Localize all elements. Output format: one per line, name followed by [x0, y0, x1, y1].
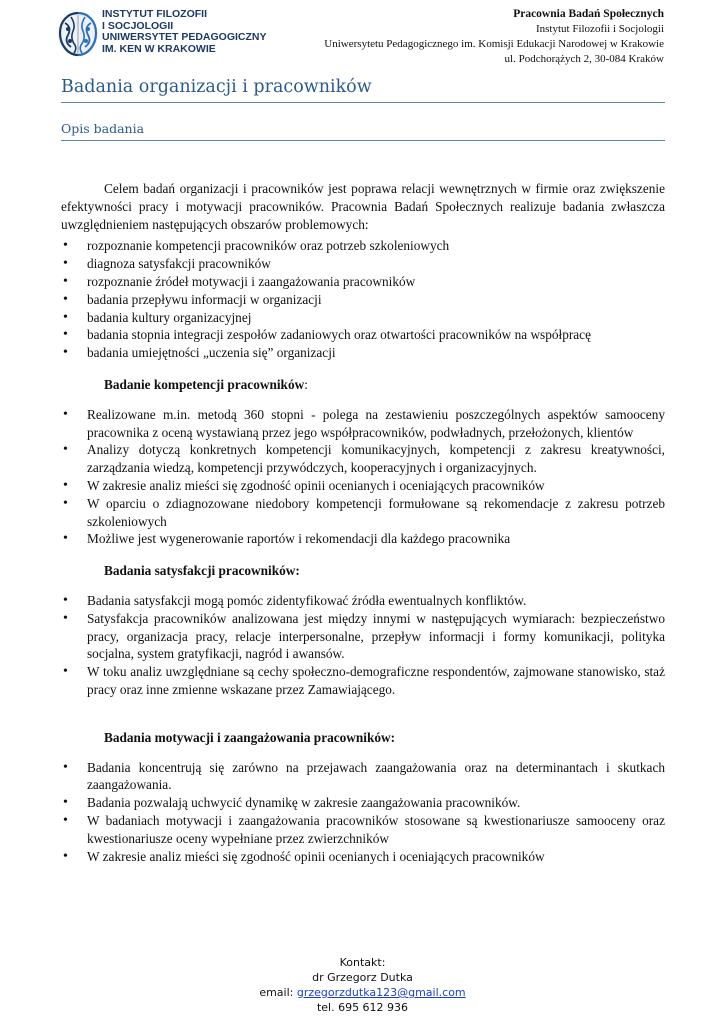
motivation-list	[61, 759, 665, 866]
section-heading-motivation: Badania motywacji i zaangażowania pracowników:	[104, 729, 396, 745]
page-header	[0, 0, 725, 74]
brain-logo-icon	[56, 9, 100, 59]
list-item: • W zakresie analiz mieści się zgodność opinii ocenianych i oceniających pracowników	[61, 848, 665, 866]
intro-paragraph: Celem badań organizacji i pracowników jest poprawa relacji wewnętrznych w firmie oraz zwiększenie efektywności pracy i motywacji pracowników. Pracownia Badań Społecznych realizuje badania zwłaszcza uwzględnieniem następujących obszarów problemowych:	[61, 181, 665, 232]
list-item: • badania umiejętności „uczenia się” organizacji	[61, 344, 665, 362]
contact-phone: tel. 695 612 936	[316, 1001, 409, 1014]
address: ul. Podchorążych 2, 30-084 Kraków	[504, 53, 664, 65]
logo-line-2: I SOCJOLOGII	[102, 19, 174, 32]
section-title: Opis badania	[61, 121, 665, 141]
page-title: Badania organizacji i pracowników	[61, 77, 665, 103]
list-item: • badania kultury organizacyjnej	[61, 309, 665, 327]
competence-list	[61, 406, 665, 548]
section-heading-competence	[104, 376, 665, 394]
page-footer	[0, 955, 725, 1015]
section-heading-suffix: :	[304, 376, 308, 392]
institute-logo	[56, 9, 276, 59]
logo-line-3: UNIWERSYTET PEDAGOGICZNY	[102, 31, 267, 43]
list-item: • rozpoznanie źródeł motywacji i zaangażowania pracowników	[61, 273, 665, 291]
list-item: • diagnoza satysfakcji pracowników	[61, 255, 665, 273]
satisfaction-list	[61, 592, 665, 699]
list-item: • Satysfakcja pracowników analizowana jest między innymi w następujących wymiarach: bezpieczeństwo pracy, organizacja pracy, relacje interpersonalne, przepływ informacji i formy komunikacji, polityka socjalna, system gratyfikacji, nagród i awansów.	[61, 610, 665, 663]
contact-label: Kontakt:	[339, 956, 386, 969]
list-item: • Badania satysfakcji mogą pomóc zidentyfikować źródła ewentualnych konfliktów.	[61, 592, 665, 610]
list-item: • Możliwe jest wygenerowanie raportów i rekomendacji dla każdego pracownika	[61, 530, 665, 548]
list-item: • W zakresie analiz mieści się zgodność opinii ocenianych i oceniających pracowników	[61, 477, 665, 495]
email-link[interactable]: grzegorzdutka123@gmail.com	[296, 986, 466, 999]
list-item: • Badania pozwalają uchwycić dynamikę w zakresie zaangażowania pracowników.	[61, 794, 665, 812]
list-item: • Badania koncentrują się zarówno na przejawach zaangażowania oraz na determinantach i skutkach zaangażowania.	[61, 759, 665, 795]
list-item: • W badaniach motywacji i zaangażowania pracowników stosowane są kwestionariusze samooceny oraz kwestionariusze oceny wypełniane przez zwierzchników	[61, 812, 665, 848]
section-heading-satisfaction: Badania satysfakcji pracowników:	[104, 563, 300, 579]
areas-list	[61, 237, 665, 362]
list-item: • badania przepływu informacji w organizacji	[61, 291, 665, 309]
header-address-block	[324, 7, 664, 67]
list-item: • W toku analiz uwzględniane są cechy społeczno-demograficzne respondentów, zajmowane stanowisko, staż pracy oraz inne zmienne wskazane przez Zamawiającego.	[61, 663, 665, 699]
section-heading-text: Badanie kompetencji pracowników	[104, 376, 305, 392]
institute-name: Instytut Filozofii i Socjologii	[535, 23, 664, 35]
university-name: Uniwersytetu Pedagogicznego im. Komisji Edukacji Narodowej w Krakowie	[324, 38, 664, 50]
org-name: Pracownia Badań Społecznych	[513, 8, 664, 20]
logo-line-4: IM. KEN W KRAKOWIE	[102, 42, 216, 55]
list-item: • rozpoznanie kompetencji pracowników oraz potrzeb szkoleniowych	[61, 237, 665, 255]
logo-text	[102, 9, 267, 55]
list-item: • badania stopnia integracji zespołów zadaniowych oraz otwartości pracowników na współpracę	[61, 326, 665, 344]
document-body	[61, 180, 665, 865]
list-item: • Analizy dotyczą konkretnych kompetencji komunikacyjnych, kompetencji z zakresu kreatywności, zarządzania wiedzą, kompetencji przywódczych, kooperacyjnych i organizacyjnych.	[61, 441, 665, 477]
contact-person: dr Grzegorz Dutka	[312, 971, 413, 984]
contact-email-line	[0, 985, 725, 1000]
email-label: email:	[259, 986, 294, 999]
list-item: • W oparciu o zdiagnozowane niedobory kompetencji formułowane są rekomendacje z zakresu potrzeb szkoleniowych	[61, 495, 665, 531]
logo-line-1: INSTYTUT FILOZOFII	[102, 8, 207, 20]
list-item: • Realizowane m.in. metodą 360 stopni - polega na zestawieniu poszczególnych aspektów samooceny pracownika z oceną wystawianą przez jego współpracowników, podwładnych, przełożonych, klientów	[61, 406, 665, 442]
